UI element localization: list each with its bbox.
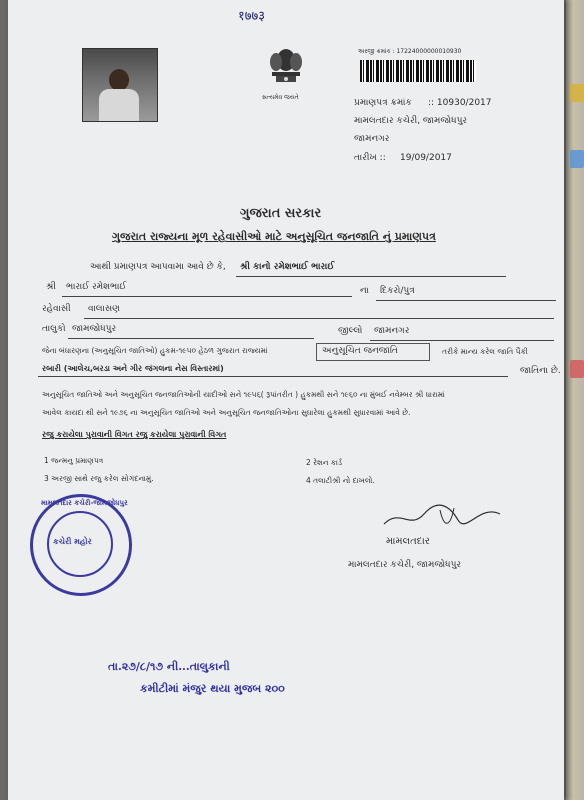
document-item: 1 જન્મનુ પ્રમાણપત્ર [44, 456, 104, 465]
tribe-suffix: જાતિના છે. [520, 366, 561, 376]
government-title: ગુજરાત સરકાર [240, 206, 322, 221]
table-edge [566, 0, 584, 800]
shri-label: શ્રી [46, 282, 56, 292]
documents-heading: રજુ કરાયેલા પુરાવાની વિગત રજુ કરાયેલા પુરાવાની વિગત [42, 430, 227, 439]
applicant-photo [82, 48, 158, 122]
document-item: 2 રેશન કાર્ડ [306, 458, 343, 467]
paragraph-line1: અનુસૂચિત જાતિઓ અને અનુસૂચિત જનજાતિઓની યાદીઓ સને ૧૯૫૬( રૂપાંતરીત ) હુકમથી સને ૧૯૬૦ ના મુંબઈ નવેમ્બર શ્રી ધારામાં [42, 390, 445, 399]
certificate-heading: ગુજરાત રાજ્યના મૂળ રહેવાસીઓ માટે અનુસૂચિત જનજાતિ નું પ્રમાણપત્ર [112, 230, 436, 243]
seal-text: મામલતદાર કચેરી-જામજોધપુર [41, 499, 128, 507]
order-text: જેના બંધારણના (અનુસૂચિત જાતિઓ) હુકમ-૧૯૫૦ હેઠળ ગુજરાત રાજ્યમાં [42, 346, 268, 355]
seal-center: કચેરી મહોર [53, 537, 92, 546]
certificate-page [8, 0, 564, 800]
recognized-text: તરીકે માન્ય કરેલ જાતિ પૈકી [442, 347, 528, 356]
document-item: 3 અરજી સાથે રજુ કરેલ સોગંદનામું. [44, 474, 154, 483]
document-item: 4 તલાટીશ્રી નો દાખલો. [306, 476, 375, 485]
signatory-office: મામલતદાર કચેરી, જામજોધપુર [348, 560, 462, 570]
barcode [360, 60, 476, 82]
application-serial: અરજી ક્રમાંક : 17224000000010930 [358, 48, 462, 55]
date-value: 19/09/2017 [400, 153, 452, 163]
cert-number-label: પ્રમાણપત્ર ક્રમાંક [354, 98, 412, 108]
taluka-label: તાલુકો [42, 324, 66, 334]
na-label: ના [360, 286, 369, 296]
handwritten-note-line2: કમીટીમાં મંજુર થયા મુજબ ૨૦૦ [140, 682, 285, 695]
father-name: ભારાઈ રમેશભાઈ [66, 282, 127, 292]
signatory-title: મામલતદાર [386, 536, 430, 547]
district: જામનગર [374, 326, 410, 336]
village: વાલાસણ [88, 304, 120, 314]
office-seal [30, 494, 132, 596]
handwritten-number: १७७३ [238, 9, 266, 24]
signature [380, 500, 504, 534]
edge-object [570, 360, 584, 378]
caste-type: અનુસૂચિત જનજાતિ [322, 346, 398, 356]
paragraph-line2: આવેલ કાયદા થી સને ૧૯૭૬ ના અનુસૂચિત જાતિઓ અને અનુસૂચિત જનજાતિઓના સુધારેલા હુકમથી સુધારવામાં આવે છે. [42, 408, 411, 417]
cert-number-value: :: 10930/2017 [428, 98, 492, 108]
emblem-caption: સત્યમેવ જયતે [262, 94, 299, 101]
relation: દિકરો/પુત્ર [380, 286, 415, 296]
district-label: જીલ્લો [338, 326, 363, 336]
holder-name: શ્રી કાનો રમેશભાઈ ભારાઈ [240, 262, 335, 272]
date-label: તારીખ :: [354, 153, 386, 163]
resident-label: રહેવાસી [42, 304, 71, 314]
tribe-name: રબારી (આલેચ,બરડા અને ગીર જંગલના નેસ વિસ્તારમાં) [42, 364, 224, 373]
office-line2: જામનગર [354, 134, 390, 144]
handwritten-note-line1: તા.૨૭/૮/૧૭ ની...તાલુકાની [108, 660, 230, 673]
national-emblem-icon [264, 38, 308, 102]
edge-object [570, 150, 584, 168]
office-line1: મામલતદાર કચેરી, જામજોધપુર [354, 116, 468, 126]
taluka: જામજોધપુર [72, 324, 117, 334]
intro-text: આથી પ્રમાણપત્ર આપવામા આવે છે કે, [90, 262, 226, 272]
edge-object [570, 84, 584, 102]
